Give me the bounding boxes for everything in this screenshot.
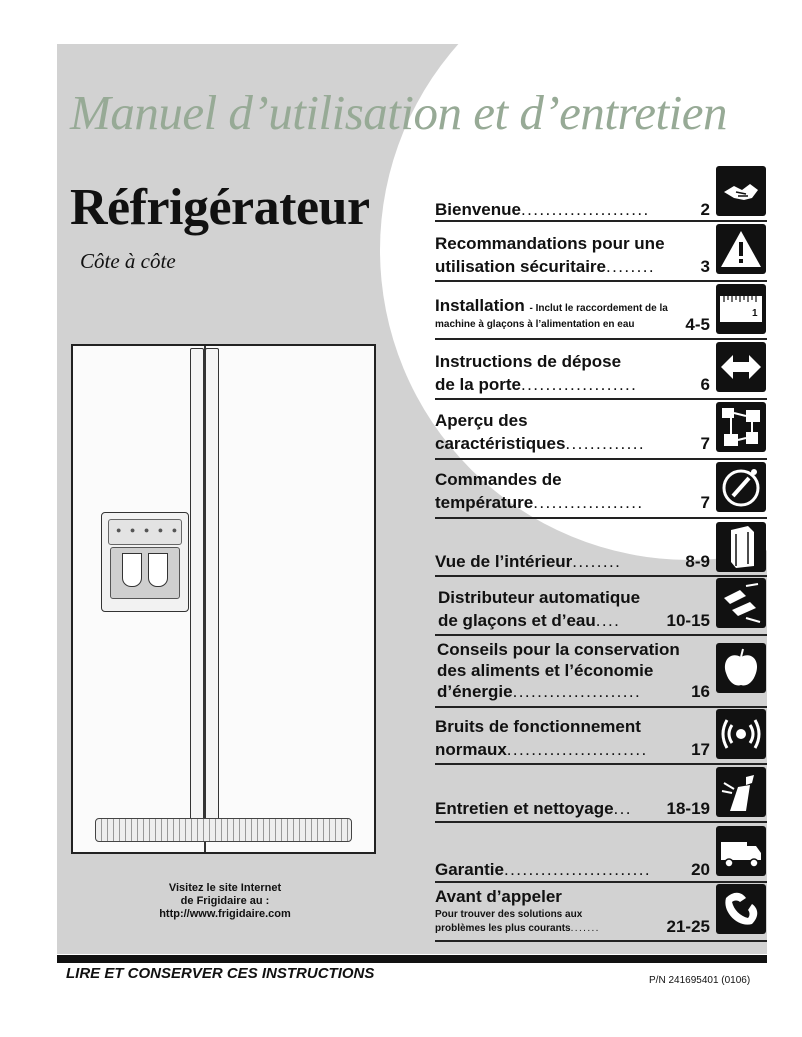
product-title: Réfrigérateur: [70, 179, 370, 236]
toc-title-line2: Pour trouver des solutions aux: [435, 909, 583, 920]
toc-page: 18-19: [666, 799, 710, 818]
svg-text:1: 1: [752, 308, 758, 319]
dispenser-well: [110, 547, 180, 599]
toc-entry-depose-porte[interactable]: [435, 352, 710, 396]
toc-page: 4-5: [685, 315, 710, 334]
thermometer-dial-icon: [716, 462, 766, 512]
diagram-icon: [716, 402, 766, 452]
toc-title-line2: température..................: [435, 493, 644, 512]
toc-title-line2: des aliments et l’économie: [437, 661, 654, 680]
bottom-bar: [57, 955, 767, 963]
divider: [435, 398, 767, 400]
divider: [435, 280, 767, 282]
toc-title: Entretien et nettoyage...: [435, 799, 632, 818]
toc-title-line1: Installation - Inclut le raccordement de la: [435, 296, 668, 315]
divider: [435, 821, 767, 823]
toc-title-line2: utilisation sécuritaire........: [435, 257, 655, 276]
toc-title-line2: de la porte...................: [435, 375, 638, 394]
website-url[interactable]: http://www.frigidaire.com: [159, 908, 291, 920]
toc-title-line2: normaux.......................: [435, 740, 648, 759]
toc-page: 7: [700, 493, 710, 512]
ice-cubes-icon: [716, 578, 766, 628]
dispenser-lights: ● ● ● ● ●: [116, 525, 181, 535]
toc-title-line3: problèmes les plus courants.......: [435, 923, 600, 934]
toc-title: Bienvenue.....................: [435, 200, 650, 219]
toc-page: 8-9: [685, 552, 710, 571]
apple-icon: [716, 643, 766, 693]
double-arrow-icon: [716, 342, 766, 392]
toc-page: 2: [700, 200, 710, 219]
toc-entry-commandes[interactable]: [435, 470, 710, 514]
toc-title-line2: de glaçons et d’eau....: [438, 611, 621, 630]
freezer-handle: [190, 348, 204, 832]
divider: [435, 634, 767, 636]
telephone-icon: [716, 884, 766, 934]
refrigerator-illustration: [71, 344, 376, 854]
toc-entry-apercu[interactable]: [435, 411, 710, 455]
toc-title-line1: Aperçu des: [435, 411, 528, 430]
part-number: P/N 241695401 (0106): [649, 975, 751, 986]
toc-title-line2: caractéristiques.............: [435, 434, 646, 453]
toc-title-line1: Avant d’appeler: [435, 887, 562, 906]
ruler-icon: [716, 284, 766, 334]
website-note: [120, 882, 330, 921]
toc-page: 17: [691, 740, 710, 759]
toc-title: Vue de l’intérieur........: [435, 552, 622, 571]
manual-title: Manuel d’utilisation et d’entretien: [70, 85, 728, 140]
fresh-food-handle: [205, 348, 219, 832]
toc-title-line1: Instructions de dépose: [435, 352, 622, 371]
water-paddle: [148, 553, 168, 587]
toc-page: 7: [700, 434, 710, 453]
divider: [435, 706, 767, 708]
toc-page: 21-25: [666, 917, 710, 936]
toc-entry-avant-appeler[interactable]: [435, 887, 710, 937]
toc-title-line1: Distributeur automatique: [438, 588, 641, 607]
refrigerator-icon: [716, 522, 766, 572]
toc-title-line1: Conseils pour la conservation: [437, 640, 680, 659]
toc-entry-vue-interieur[interactable]: [435, 552, 710, 572]
ice-water-dispenser: [101, 512, 189, 612]
divider: [435, 458, 767, 460]
toc-page: 6: [700, 375, 710, 394]
ice-paddle: [122, 553, 142, 587]
divider: [435, 881, 767, 883]
toc-title-line3: d’énergie.....................: [437, 682, 642, 701]
toc-entry-distributeur[interactable]: [438, 588, 710, 632]
divider: [435, 575, 767, 577]
toc-page: 3: [700, 257, 710, 276]
toc-entry-recommandations[interactable]: [435, 234, 710, 278]
toc-entry-bienvenue[interactable]: [435, 200, 710, 220]
warning-icon: [716, 224, 766, 274]
right-margin: [767, 0, 802, 1037]
toc-title-line2: machine à glaçons à l’alimentation en eau: [435, 319, 635, 330]
service-truck-icon: [716, 826, 766, 876]
footer-instruction: LIRE ET CONSERVER CES INSTRUCTIONS: [66, 965, 375, 982]
divider: [435, 763, 767, 765]
handshake-icon: [716, 166, 766, 216]
divider: [435, 220, 767, 222]
toe-grille: [95, 818, 352, 842]
toc-title-line1: Recommandations pour une: [435, 234, 665, 253]
divider: [435, 940, 767, 942]
divider: [435, 338, 767, 340]
product-subtitle: Côte à côte: [80, 249, 176, 273]
toc-entry-bruits[interactable]: [435, 717, 710, 761]
toc-entry-installation[interactable]: [435, 296, 710, 336]
website-line-2: de Frigidaire au :: [180, 895, 270, 907]
toc-page: 20: [691, 860, 710, 879]
toc-page: 16: [691, 682, 710, 701]
toc-title-line1: Bruits de fonctionnement: [435, 717, 641, 736]
sound-waves-icon: [716, 709, 766, 759]
toc-entry-garantie[interactable]: [435, 860, 710, 880]
divider: [435, 517, 767, 519]
website-line-1: Visitez le site Internet: [168, 882, 282, 894]
toc-entry-conseils[interactable]: [437, 640, 710, 704]
toc-entry-entretien[interactable]: [435, 799, 710, 819]
cleaning-spray-icon: [716, 767, 766, 817]
toc-title-line1: Commandes de: [435, 470, 562, 489]
toc-title: Garantie........................: [435, 860, 651, 879]
toc-page: 10-15: [666, 611, 710, 630]
